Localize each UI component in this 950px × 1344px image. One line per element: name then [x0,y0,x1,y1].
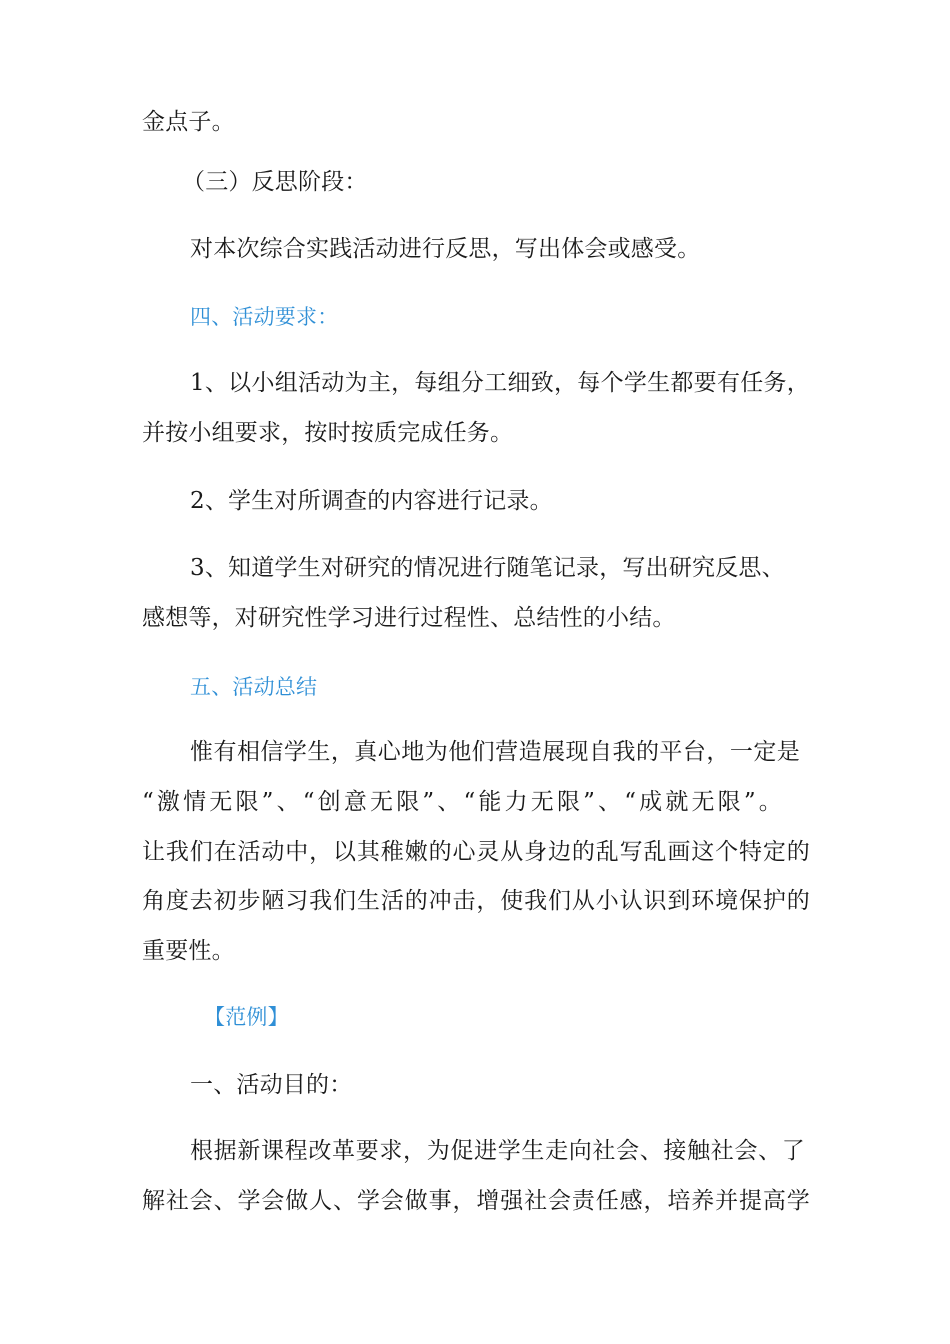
summary-line-4: 角度去初步陋习我们生活的冲击，使我们从小认识到环境保护的 [142,888,810,914]
heading-activity-summary: 五、活动总结 [190,675,318,699]
example-label: 【范例】 [204,1005,289,1029]
section-subtitle-reflection: （三）反思阶段： [182,169,368,195]
paragraph-line-reflection: 对本次综合实践活动进行反思，写出体会或感受。 [190,236,701,262]
summary-line-3: 让我们在活动中，以其稚嫩的心灵从身边的乱写乱画这个特定的 [142,839,810,865]
summary-line-2: “激情无限”、“创意无限”、“能力无限”、“成就无限”。 [142,789,782,815]
purpose-line-2: 解社会、学会做人、学会做事，增强社会责任感，培养并提高学 [142,1188,810,1214]
purpose-line-1: 根据新课程改革要求，为促进学生走向社会、接触社会、了 [190,1138,805,1164]
paragraph-line-1: 金点子。 [142,109,235,135]
requirement-3-line-1: 3、知道学生对研究的情况进行随笔记录，写出研究反思、 [190,555,785,581]
example-heading-purpose: 一、活动目的： [190,1072,353,1098]
requirement-3-line-2: 感想等，对研究性学习进行过程性、总结性的小结。 [142,605,676,631]
summary-line-5: 重要性。 [142,938,235,964]
heading-activity-requirements: 四、活动要求： [190,305,339,329]
requirement-1-line-2: 并按小组要求，按时按质完成任务。 [142,420,514,446]
requirement-2-line: 2、学生对所调查的内容进行记录。 [190,488,553,514]
requirement-1-line-1: 1、以小组活动为主，每组分工细致，每个学生都要有任务， [190,370,810,396]
summary-line-1: 惟有相信学生，真心地为他们营造展现自我的平台，一定是 [190,739,800,765]
